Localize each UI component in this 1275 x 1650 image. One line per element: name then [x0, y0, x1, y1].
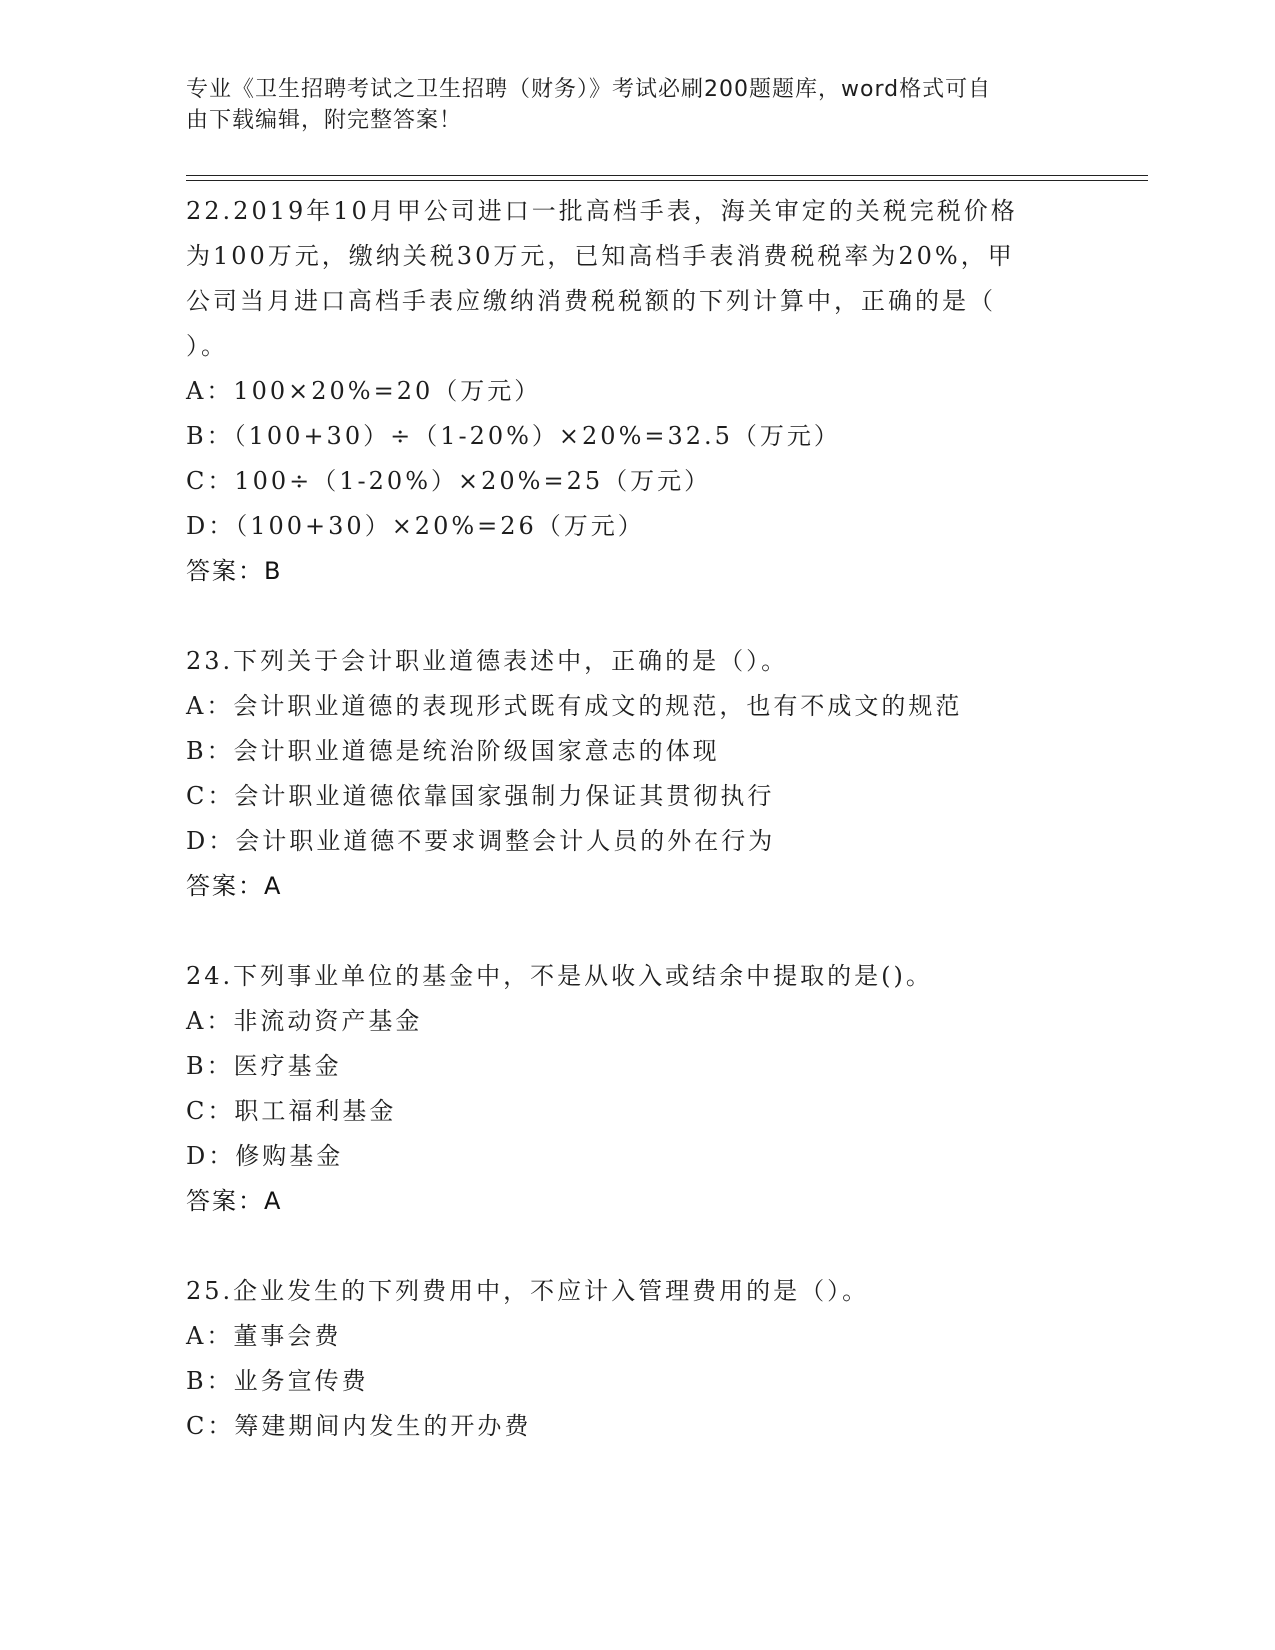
option-b: B：医疗基金 [186, 1052, 342, 1080]
option-c: C：100÷（1-20%）×20%=25（万元） [186, 467, 712, 495]
header-line: 由下载编辑，附完整答案！ [186, 108, 463, 133]
header-divider [186, 175, 1148, 176]
option-d: D：会计职业道德不要求调整会计人员的外在行为 [186, 827, 776, 855]
answer-label: 答案：B [186, 557, 283, 585]
option-b: B：（100+30）÷（1-20%）×20%=32.5（万元） [186, 422, 841, 450]
option-c: C：职工福利基金 [186, 1097, 397, 1125]
question-24 [186, 954, 1086, 1224]
question-25 [186, 1269, 1086, 1449]
option-b: B：业务宣传费 [186, 1367, 369, 1395]
answer-label: 答案：A [186, 872, 283, 900]
question-spacer [186, 594, 1086, 639]
question-list [186, 189, 1086, 1449]
question-stem: ）。 [186, 332, 228, 360]
option-a: A：会计职业道德的表现形式既有成文的规范，也有不成文的规范 [186, 692, 963, 720]
answer-label: 答案：A [186, 1187, 283, 1215]
question-stem: 25.企业发生的下列费用中，不应计入管理费用的是（）。 [186, 1277, 870, 1305]
option-c: C：会计职业道德依靠国家强制力保证其贯彻执行 [186, 782, 775, 810]
option-d: D：（100+30）×20%=26（万元） [186, 512, 645, 540]
option-d: D：修购基金 [186, 1142, 344, 1170]
option-c: C：筹建期间内发生的开办费 [186, 1412, 532, 1440]
document-header [186, 74, 1066, 136]
question-stem: 23.下列关于会计职业道德表述中，正确的是（）。 [186, 647, 789, 675]
question-23 [186, 639, 1086, 909]
question-stem: 为100万元，缴纳关税30万元，已知高档手表消费税税率为20%，甲 [186, 242, 1015, 270]
question-stem: 24.下列事业单位的基金中，不是从收入或结余中提取的是()。 [186, 962, 933, 990]
option-b: B：会计职业道德是统治阶级国家意志的体现 [186, 737, 720, 765]
option-a: A：董事会费 [186, 1322, 342, 1350]
option-a: A：100×20%=20（万元） [186, 377, 542, 405]
option-a: A：非流动资产基金 [186, 1007, 423, 1035]
header-divider [186, 180, 1148, 181]
question-spacer [186, 909, 1086, 954]
question-22 [186, 189, 1086, 594]
question-stem: 22.2019年10月甲公司进口一批高档手表，海关审定的关税完税价格 [186, 197, 1018, 225]
question-stem: 公司当月进口高档手表应缴纳消费税税额的下列计算中，正确的是（ [186, 287, 996, 315]
header-line: 专业《卫生招聘考试之卫生招聘（财务）》考试必刷200题题库，word格式可自 [186, 77, 992, 102]
question-spacer [186, 1224, 1086, 1269]
